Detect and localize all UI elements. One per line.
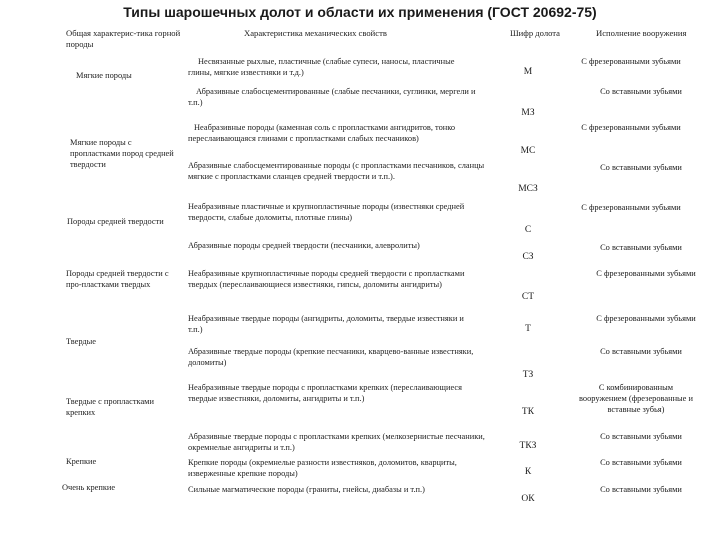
header-props: Характеристика механических свойств: [244, 28, 387, 38]
props-text: Абразивные слабосцементированные породы (с пропластками песчаников, сланцы мягкие с пропластками сланцев средней твердости и т.п.).: [188, 161, 485, 181]
rock-type: Мягкие породы с пропластками пород средней твердости: [70, 138, 174, 169]
props-text: Сильные магматические породы (граниты, гнейсы, диабазы и т.п.): [188, 485, 425, 494]
props-text: Неабразивные крупнопластичные породы средней твердости с пропластками твердых (переслаивающиеся известняки, гипсы, доломиты ангидриты): [188, 269, 465, 289]
bit-code: ТЗ: [522, 370, 534, 380]
props-text: Абразивные слабосцементированные (слабые песчаники, суглинки, мергели и т.п.): [188, 87, 476, 107]
bit-code: МС: [520, 146, 536, 156]
equip-text: Со вставными зубьями: [600, 432, 682, 441]
bit-code: ТКЗ: [519, 441, 537, 451]
bit-code: ТК: [521, 407, 535, 417]
header-code: Шифр долота: [510, 28, 560, 38]
header-rock: Общая характерис-тика горной породы: [66, 28, 181, 49]
equip-text: Со вставными зубьями: [600, 458, 682, 467]
equip-text: Со вставными зубьями: [600, 243, 682, 252]
equip-text: Со вставными зубьями: [600, 87, 682, 96]
equip-text: С фрезерованными зубьями: [581, 57, 681, 66]
bit-code: СЗ: [522, 252, 534, 262]
bit-code: К: [524, 467, 532, 477]
rock-type: Очень крепкие: [62, 483, 116, 492]
equip-text: Со вставными зубьями: [600, 347, 682, 356]
page-title: Типы шарошечных долот и области их применения (ГОСТ 20692-75): [123, 4, 597, 20]
bit-code: С: [524, 225, 532, 235]
rock-type: Крепкие: [66, 457, 97, 466]
equip-text: С фрезерованными зубьями: [581, 123, 681, 132]
header-equip: Исполнение вооружения: [596, 28, 687, 38]
props-text: Абразивные твердые породы (крепкие песчаники, кварцево-ванные известняки, доломиты): [188, 347, 474, 367]
rock-type: Твердые с пропластками крепких: [66, 397, 154, 417]
props-text: Неабразивные пластичные и крупнопластичные породы (известняки средней твердости, слабые доломиты, плотные глины): [188, 202, 465, 222]
props-text: Крепкие породы (окремнелые разности известняков, доломитов, кварциты, изверженные крепкие породы): [188, 458, 457, 478]
props-text: Несвязанные рыхлые, пластичные (слабые супеси, наносы, пластичные глины, мягкие известняки и т.д.): [188, 57, 455, 77]
equip-text: С фрезерованными зубьями: [581, 203, 681, 212]
rock-type: Породы средней твердости с про-пластками твердых: [66, 269, 169, 289]
bit-code: Т: [525, 324, 531, 334]
equip-text: Со вставными зубьями: [600, 485, 682, 494]
props-text: Неабразивные породы (каменная соль с пропластками ангидритов, тонко переслаивающаяся глинами с пропластками слабых песчаников): [188, 123, 456, 143]
equip-text: С фрезерованными зубьями: [596, 269, 696, 278]
rock-type: Твердые: [66, 337, 97, 346]
equip-text: С комбинированным вооружением (фрезерованные и вставные зубья): [579, 383, 693, 414]
bit-code: М: [523, 67, 533, 77]
equip-text: Со вставными зубьями: [600, 163, 682, 172]
props-text: Неабразивные твердые породы (ангидриты, доломиты, твердые известняки и т.п.): [188, 314, 464, 334]
props-text: Абразивные твердые породы с пропластками крепких (мелкозернистые песчаники, окремнелые ангидриты и т.п.): [188, 432, 485, 452]
props-text: Абразивные породы средней твердости (песчаники, алевролиты): [188, 241, 420, 250]
bit-code: МСЗ: [518, 184, 538, 194]
bit-code: ОК: [521, 494, 535, 504]
equip-text: С фрезерованными зубьями: [596, 314, 696, 323]
rock-type: Породы средней твердости: [67, 217, 164, 226]
props-text: Неабразивные твердые породы с пропластками крепких (переслаивающиеся твердые известняки, доломиты, ангидриты и т.п.): [188, 383, 462, 403]
bit-code: МЗ: [521, 108, 535, 118]
bit-code: СТ: [521, 292, 535, 302]
rock-type: Мягкие породы: [76, 71, 132, 80]
